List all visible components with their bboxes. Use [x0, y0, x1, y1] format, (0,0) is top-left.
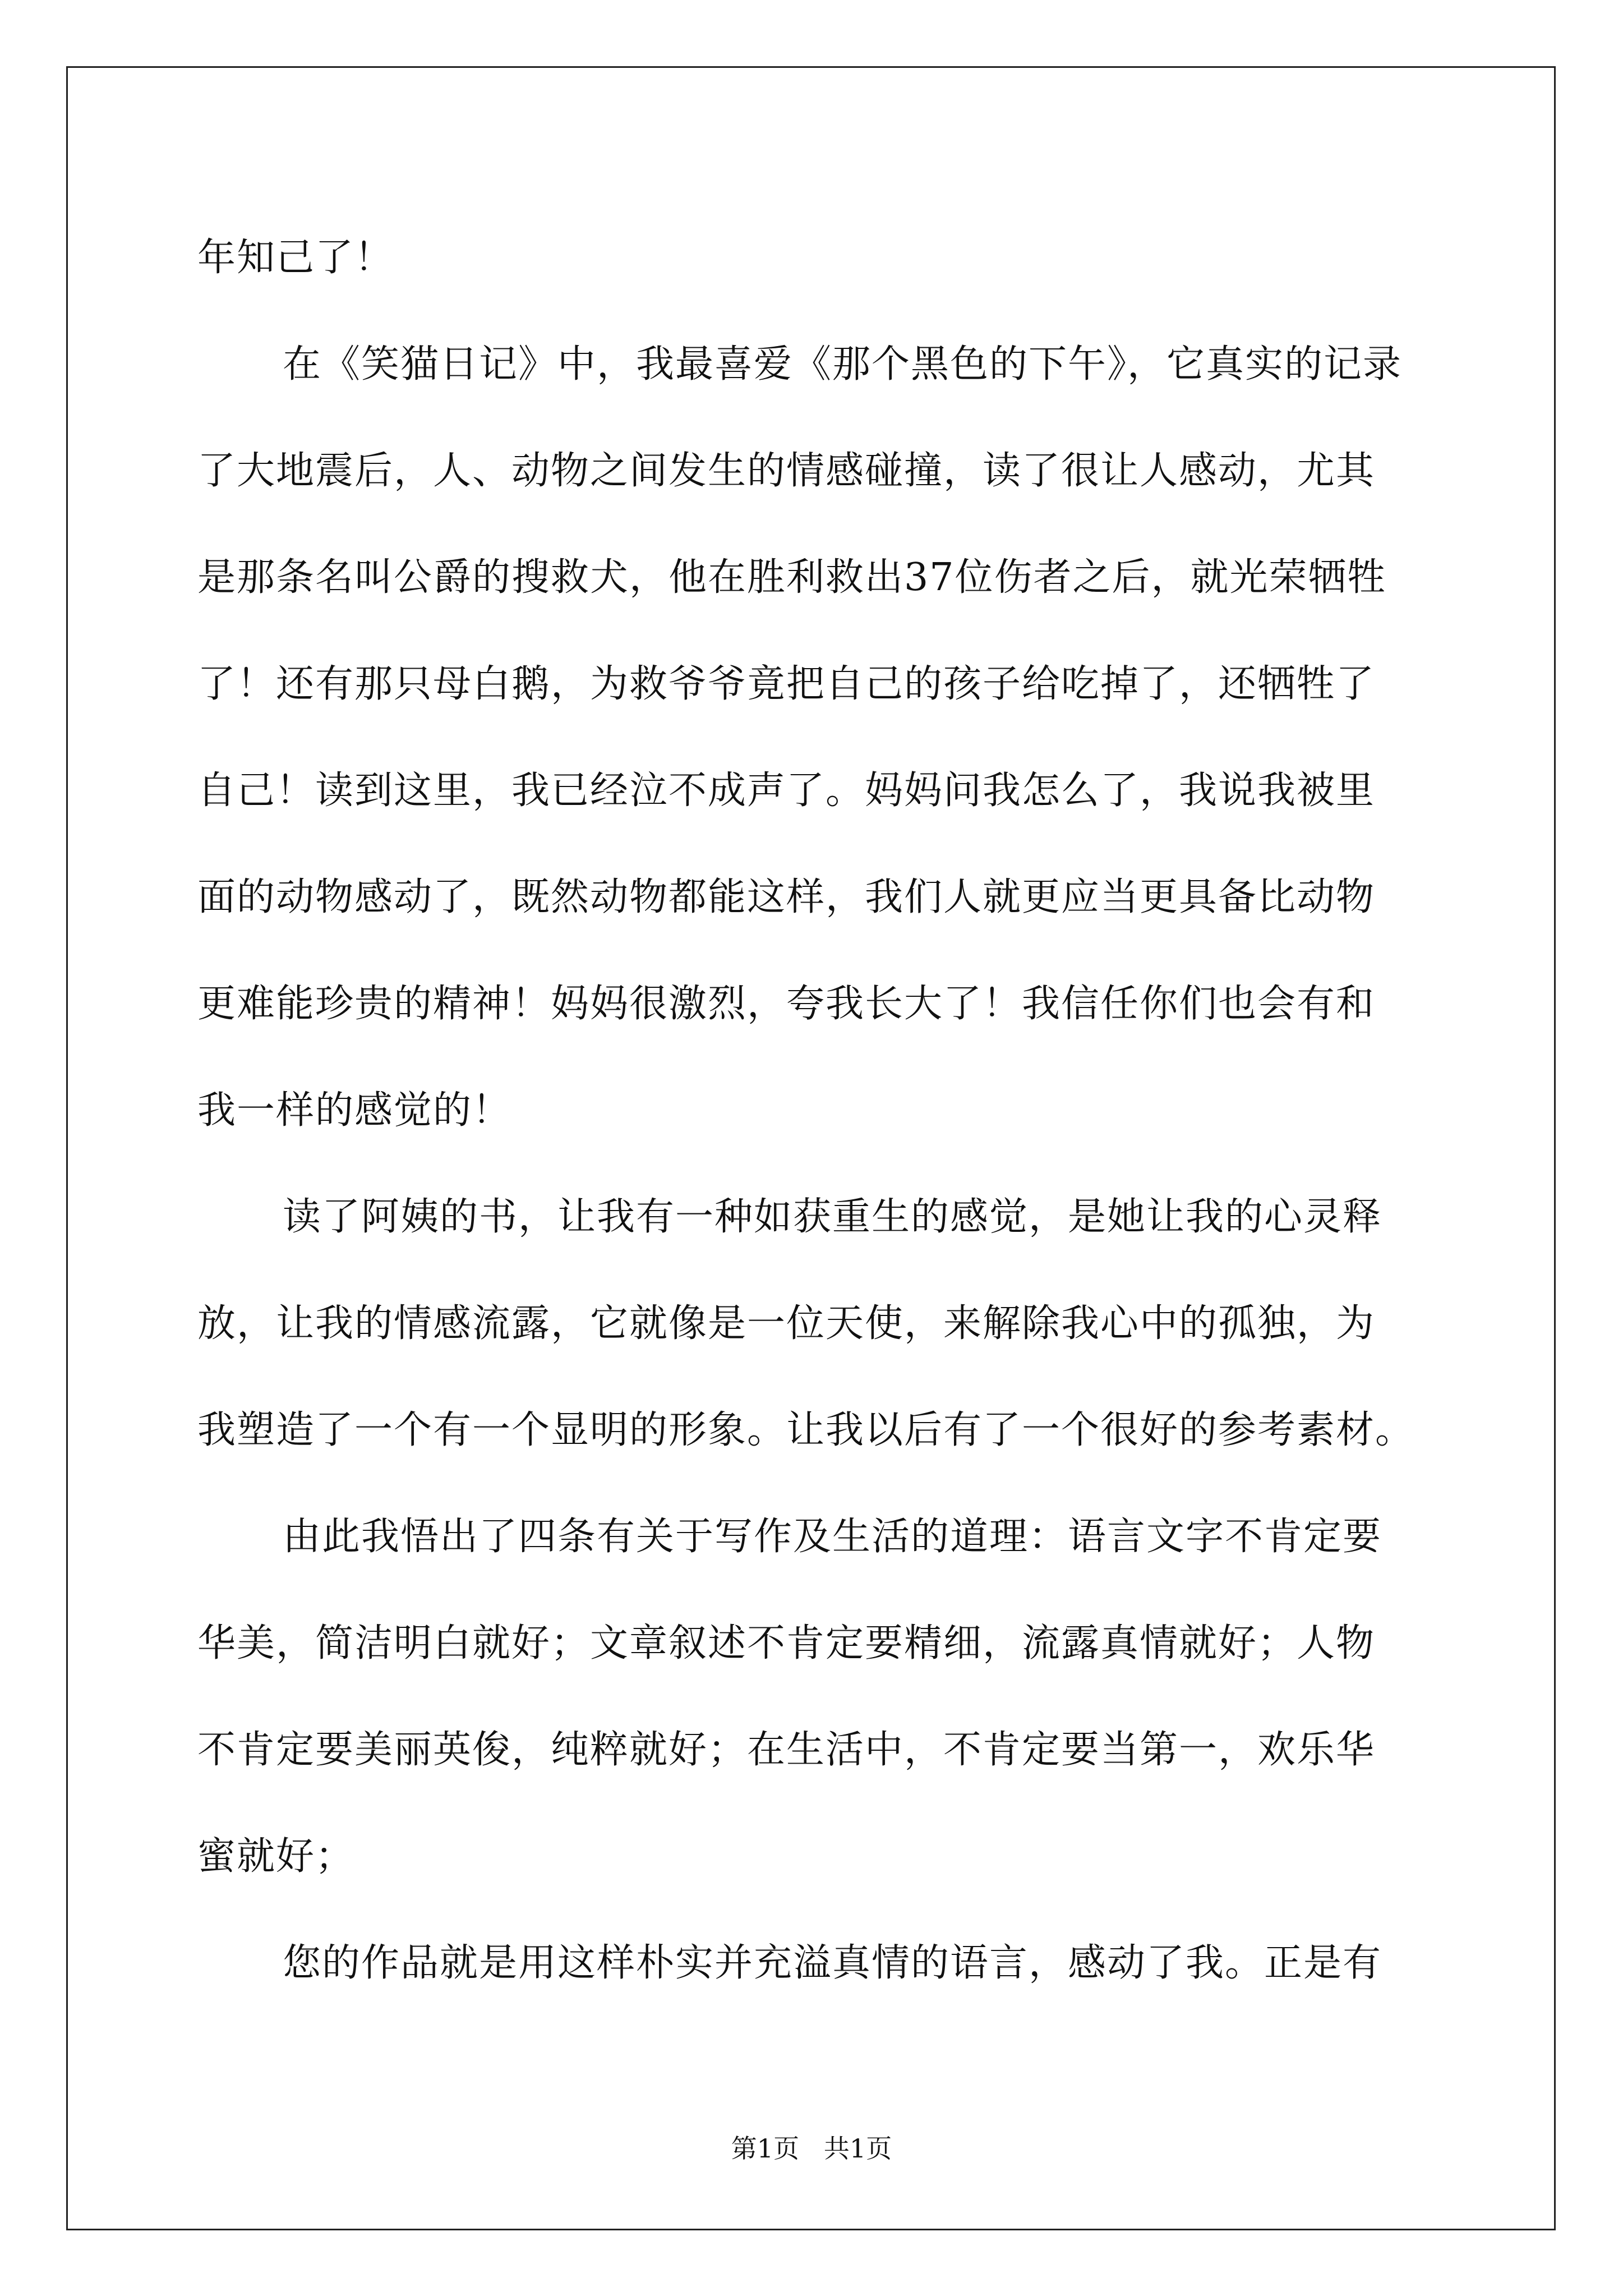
text-line: 是那条名叫公爵的搜救犬，他在胜利救出37位伤者之后，就光荣牺牲 [197, 555, 1387, 600]
text-line: 华美，简洁明白就好；文章叙述不肯定要精细，流露真情就好；人物 [197, 1621, 1376, 1665]
text-line: 面的动物感动了，既然动物都能这样，我们人就更应当更具备比动物 [197, 875, 1376, 919]
text-line: 年知己了！ [197, 236, 394, 280]
text-line: 您的作品就是用这样朴实并充溢真情的语言，感动了我。正是有 [283, 1941, 1382, 1985]
text-line: 我一样的感觉的！ [197, 1088, 512, 1133]
text-line: 我塑造了一个有一个显明的形象。让我以后有了一个很好的参考素材。 [197, 1408, 1415, 1452]
text-line: 更难能珍贵的精神！妈妈很激烈，夸我长大了！我信任你们也会有和 [197, 982, 1376, 1026]
document-body [197, 205, 1431, 2017]
text-line: 自己！读到这里，我已经泣不成声了。妈妈问我怎么了，我说我被里 [197, 769, 1376, 813]
text-line: 在《笑猫日记》中，我最喜爱《那个黑色的下午》，它真实的记录 [283, 342, 1403, 386]
text-line: 蜜就好； [197, 1834, 355, 1879]
text-line: 了大地震后，人、动物之间发生的情感碰撞，读了很让人感动，尤其 [197, 449, 1376, 493]
text-line: 由此我悟出了四条有关于写作及生活的道理：语言文字不肯定要 [283, 1515, 1382, 1559]
page-footer: 第1页 共1页 [731, 2133, 892, 2164]
text-line: 了！还有那只母白鹅，为救爷爷竟把自己的孩子给吃掉了，还牺牲了 [197, 662, 1376, 706]
text-line: 不肯定要美丽英俊，纯粹就好；在生活中，不肯定要当第一，欢乐华 [197, 1728, 1376, 1772]
text-line: 放，让我的情感流露，它就像是一位天使，来解除我心中的孤独，为 [197, 1301, 1376, 1346]
text-line: 读了阿姨的书，让我有一种如获重生的感觉，是她让我的心灵释 [283, 1195, 1382, 1239]
